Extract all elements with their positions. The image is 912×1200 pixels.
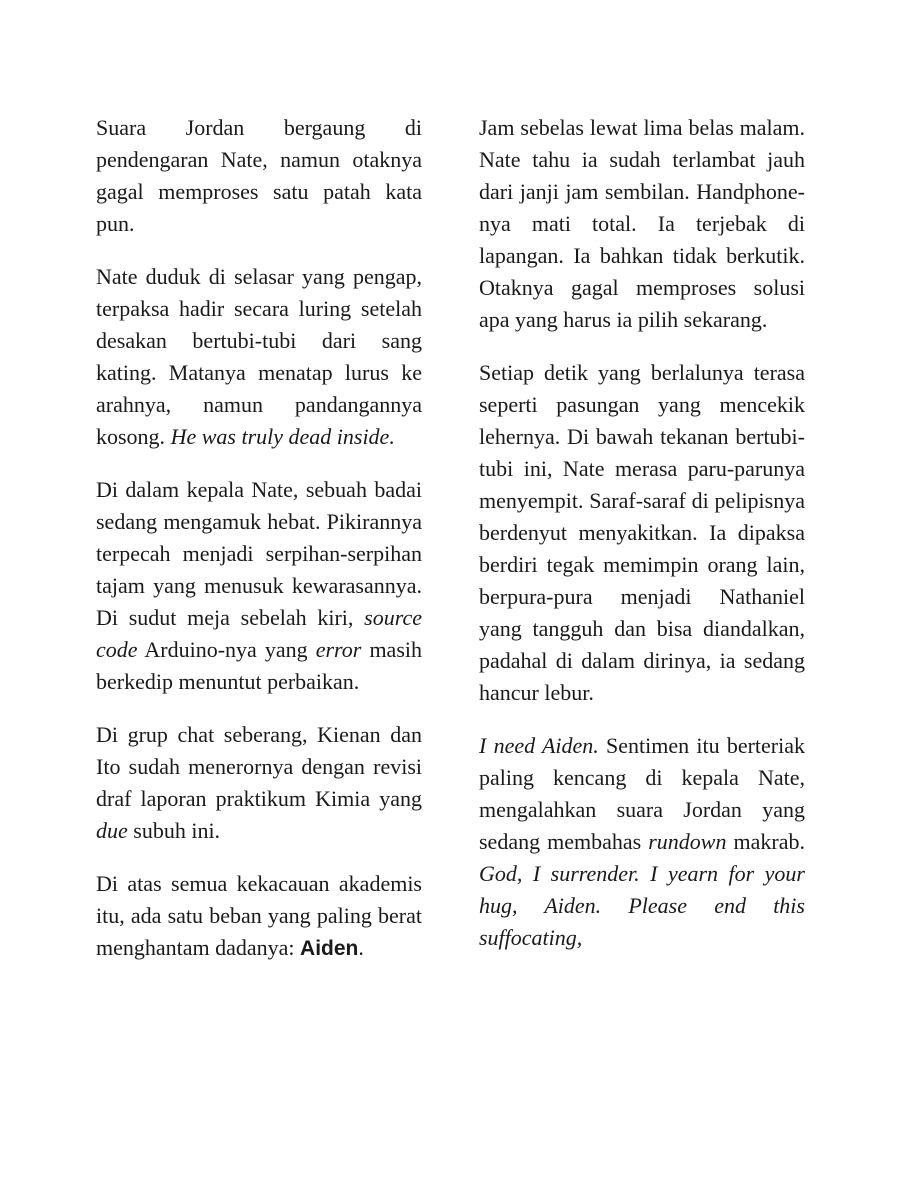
paragraph	[479, 730, 805, 954]
text-segment: Jam sebelas lewat lima belas malam. Nate tahu ia sudah terlambat jauh dari janji jam sembilan. Handphone-nya mati total. Ia terjebak di lapangan. Ia bahkan tidak berkutik. Otaknya gagal memproses solusi apa yang harus ia pilih sekarang.	[479, 115, 805, 332]
text-segment: makrab.	[726, 829, 806, 854]
italic-text-segment: error	[315, 637, 362, 662]
text-segment: .	[358, 935, 364, 960]
italic-text-segment: source code	[96, 605, 422, 662]
text-segment: Suara Jordan bergaung di pendengaran Nate, namun otaknya gagal memproses satu patah kata pun.	[96, 115, 422, 236]
italic-text-segment: God, I surrender. I yearn for your hug, Aiden. Please end this suffocating,	[479, 861, 805, 950]
italic-text-segment: due	[96, 818, 128, 843]
italic-text-segment: He was truly dead inside.	[170, 424, 395, 449]
right-column	[479, 112, 805, 975]
text-segment: masih berkedip menuntut perbaikan.	[96, 637, 422, 694]
text-segment: Sentimen itu berteriak paling kencang di kepala Nate, mengalahkan suara Jordan yang sedang membahas	[479, 733, 805, 854]
paragraph	[96, 474, 422, 698]
paragraph	[96, 719, 422, 847]
text-segment: Arduino-nya yang	[137, 637, 316, 662]
left-column	[96, 112, 422, 986]
paragraph	[479, 357, 805, 709]
text-segment: Di dalam kepala Nate, sebuah badai sedang mengamuk hebat. Pikirannya terpecah menjadi serpihan-serpihan tajam yang menusuk kewarasannya. Di sudut meja sebelah kiri,	[96, 477, 422, 630]
text-segment: Di grup chat seberang, Kienan dan Ito sudah menerornya dengan revisi draf laporan praktikum Kimia yang	[96, 722, 422, 811]
paragraph	[96, 112, 422, 240]
text-segment: Di atas semua kekacauan akademis itu, ada satu beban yang paling berat menghantam dadanya:	[96, 871, 422, 960]
text-segment: Setiap detik yang berlalunya terasa seperti pasungan yang mencekik lehernya. Di bawah tekanan bertubi-tubi ini, Nate merasa paru-parunya menyempit. Saraf-saraf di pelipisnya berdenyut menyakitkan. Ia dipaksa berdiri tegak memimpin orang lain, berpura-pura menjadi Nathaniel yang tangguh dan bisa diandalkan, padahal di dalam dirinya, ia sedang hancur lebur.	[479, 360, 805, 705]
text-segment: Nate duduk di selasar yang pengap, terpaksa hadir secara luring setelah desakan bertubi-tubi dari sang kating. Matanya menatap lurus ke arahnya, namun pandangannya kosong.	[96, 264, 422, 449]
bold-text-segment: Aiden	[300, 937, 359, 960]
italic-text-segment: rundown	[648, 829, 727, 854]
italic-text-segment: I need Aiden.	[479, 733, 599, 758]
paragraph	[479, 112, 805, 336]
text-segment: subuh ini.	[127, 818, 221, 843]
paragraph	[96, 261, 422, 453]
paragraph	[96, 868, 422, 965]
